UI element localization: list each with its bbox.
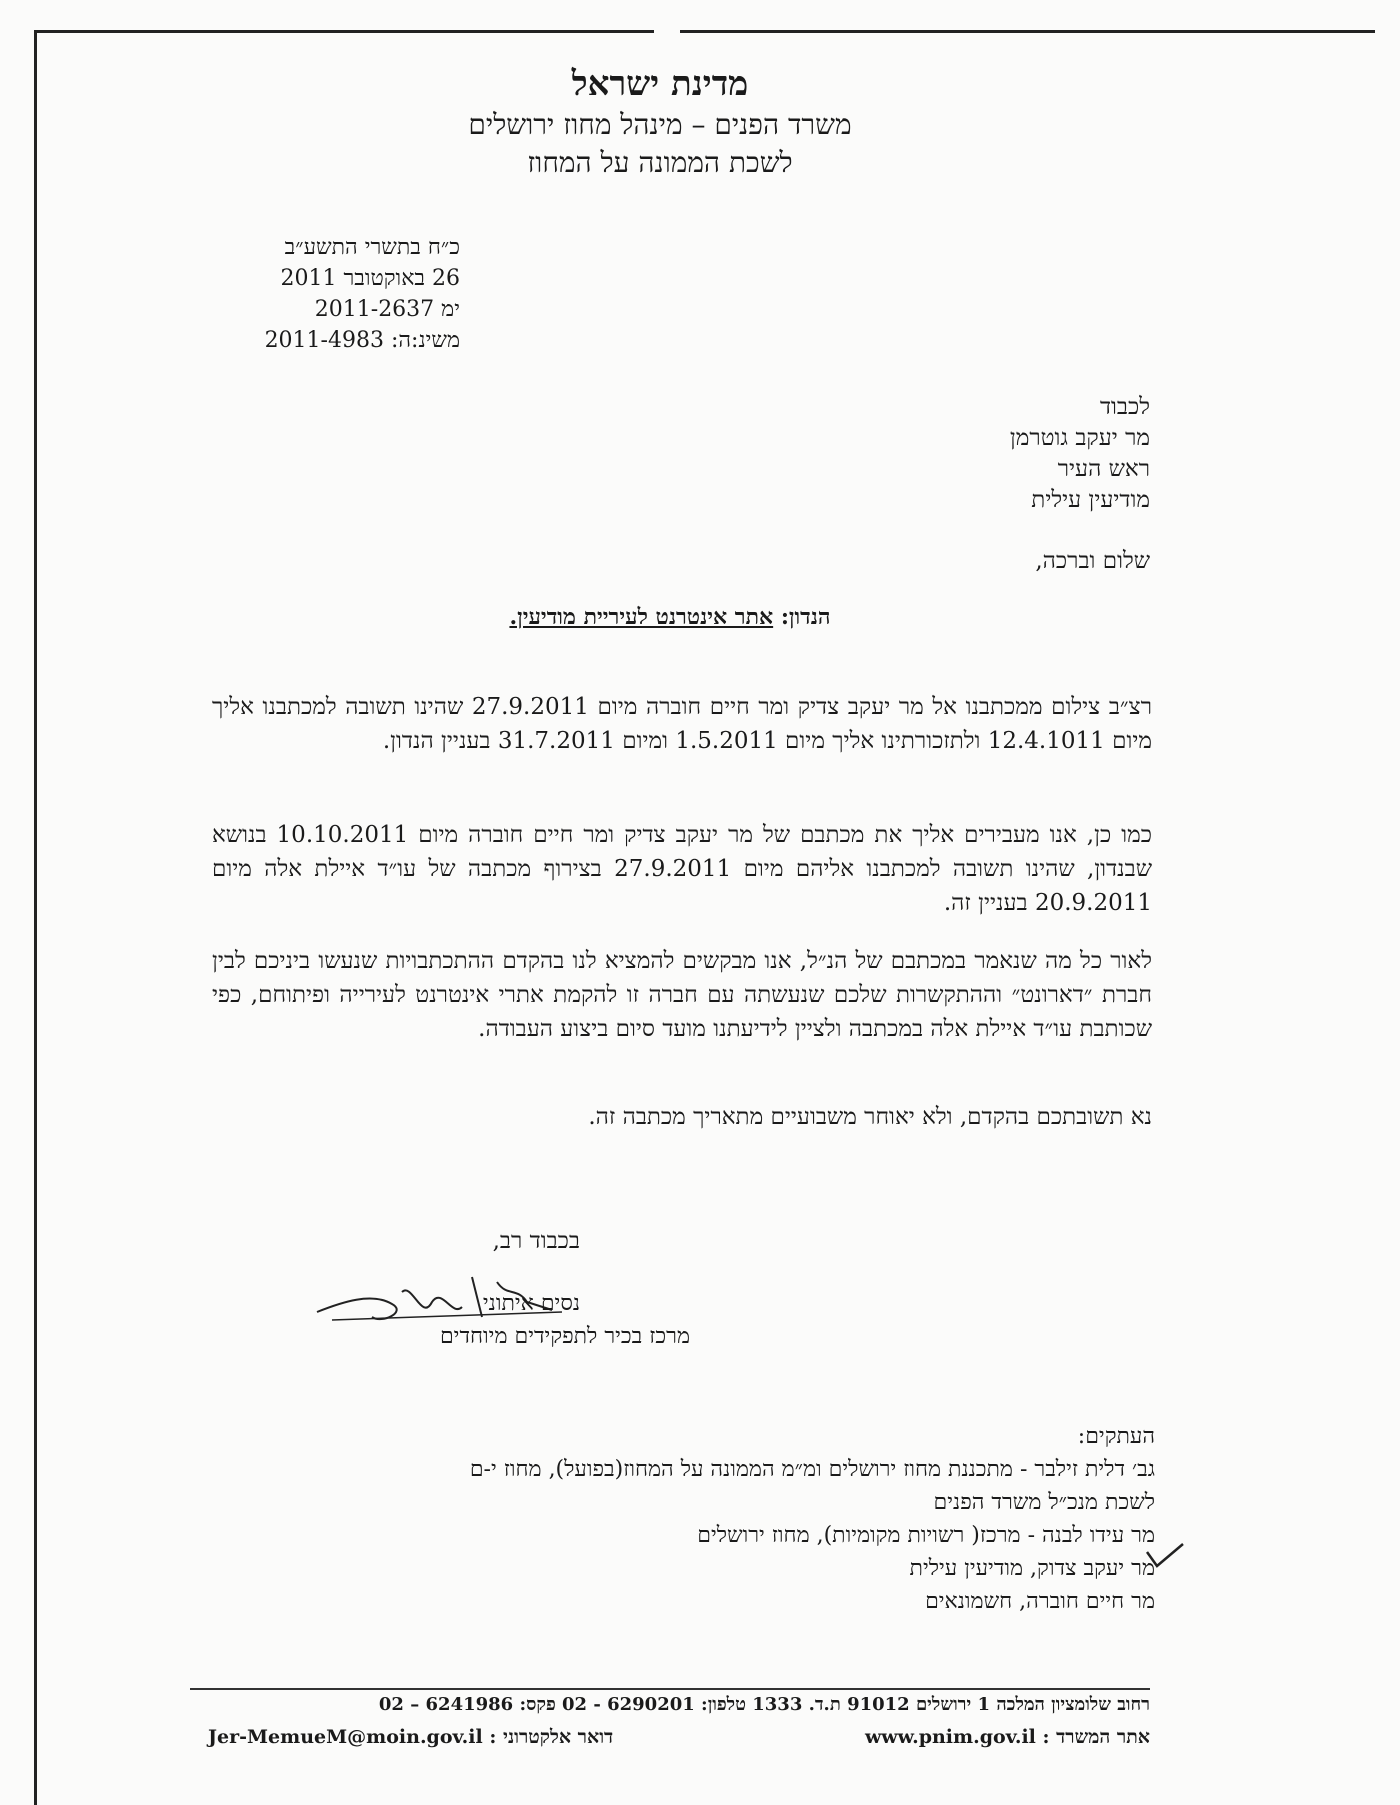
- footer-contacts: [190, 1726, 1150, 1756]
- footer-address: רחוב שלומציון המלכה 1 ירושלים 91012 ת.ד. 1333 טלפון: 6290201 - 02 פקס: 6241986 – 02: [378, 1694, 1150, 1715]
- cc-item: מר עידו לבנה - מרכז( רשויות מקומיות), מחוז ירושלים: [697, 1523, 1155, 1548]
- body-paragraph-3: לאור כל מה שנאמר במכתבם של הנ״ל, אנו מבקשים להמציא לנו בהקדם ההתכתבויות שנעשו ביניכם לבין חברת ״דארונט״ וההתקשרות שלכם שנעשתה עם חברה זו להקמת אתרי אינטרנט לעירייה ופיתוחם, כפי שכותבת עו״ד איילת אלה במכתבה ולציין לידיעתנו מועד סיום ביצוע העבודה.: [212, 948, 1152, 1042]
- cc-list: [205, 1420, 1155, 1618]
- email-label: דואר אלקטרוני :: [489, 1726, 614, 1748]
- cc-item: לשכת מנכ״ל משרד הפנים: [933, 1490, 1155, 1515]
- body-paragraph-2: כמו כן, אנו מעבירים אליך את מכתבם של מר יעקב צדיק ומר חיים חוברה מיום 10.10.2011 בנושא שבנדון, שהינו תשובה למכתבנו אליהם מיום 27.9.2011 בצירוף מכתבה של עו״ד איילת אלה מיום 20.9.2011 בעניין זה.: [212, 822, 1152, 916]
- gregorian-date: 26 באוקטובר 2011: [280, 266, 460, 291]
- recipient-role: ראש העיר: [1057, 456, 1150, 482]
- recipient-name: מר יעקב גוטרמן: [1009, 425, 1150, 451]
- body-paragraph-4: נא תשובתכם בהקדם, ולא יאוחר משבועיים מתאריך מכתבה זה.: [588, 1104, 1152, 1130]
- scan-edge-top-right: [680, 30, 1375, 33]
- cc-item: מר חיים חוברה, חשמונאים: [925, 1589, 1155, 1614]
- recipient-block: [820, 392, 1150, 516]
- footer-divider: [190, 1688, 1150, 1690]
- subject-label: הנדון:: [780, 604, 831, 630]
- letterhead-office: לשכת הממונה על המחוז: [527, 146, 793, 179]
- cc-label: העתקים:: [1077, 1424, 1155, 1449]
- recipient-honor: לכבוד: [1099, 394, 1150, 420]
- footer-website: [865, 1726, 1150, 1749]
- closing: בכבוד רב,: [492, 1228, 580, 1254]
- letter-meta: [210, 232, 460, 356]
- greeting: שלום וברכה,: [1035, 548, 1150, 574]
- body-paragraph-1: רצ״ב צילום ממכתבנו אל מר יעקב צדיק ומר חיים חוברה מיום 27.9.2011 שהינו תשובה למכתבנו אליך מיום 12.4.1011 ולתזכורתינו אליך מיום 1.5.2011 ומיום 31.7.2011 בעניין הנדון.: [212, 694, 1153, 754]
- website-label: אתר המשרד :: [1042, 1726, 1150, 1748]
- signer-title: מרכז בכיר לתפקידים מיוחדים: [439, 1324, 690, 1349]
- signer-name: נסים איתוני: [482, 1291, 580, 1316]
- email-address: Jer-MemueM@moin.gov.il: [208, 1726, 483, 1748]
- cc-item: מר יעקב צדוק, מודיעין עילית: [909, 1556, 1155, 1581]
- website-url: www.pnim.gov.il: [864, 1726, 1036, 1748]
- reference-number: ימ 2011-2637: [314, 297, 460, 322]
- cc-item: גב׳ דלית זילבר - מתכננת מחוז ירושלים ומ״מ הממונה על המחוז(בפועל), מחוז י-ם: [469, 1457, 1155, 1482]
- scan-edge-left: [34, 30, 37, 1805]
- letterhead-ministry: משרד הפנים – מינהל מחוז ירושלים: [468, 108, 852, 141]
- reference-number-2: משינ:ה: 2011-4983: [264, 328, 460, 353]
- hebrew-date: כ״ח בתשרי התשע״ב: [284, 235, 460, 260]
- recipient-city: מודיעין עילית: [1031, 487, 1150, 513]
- subject-topic: אתר אינטרנט לעיריית מודיעין.: [509, 604, 774, 630]
- letterhead-state: מדינת ישראל: [571, 64, 749, 104]
- letterhead: [380, 62, 940, 182]
- checkmark-icon: [1143, 1538, 1187, 1570]
- footer-email: [208, 1726, 613, 1749]
- subject-line: [430, 604, 910, 630]
- scan-edge-top: [34, 30, 654, 33]
